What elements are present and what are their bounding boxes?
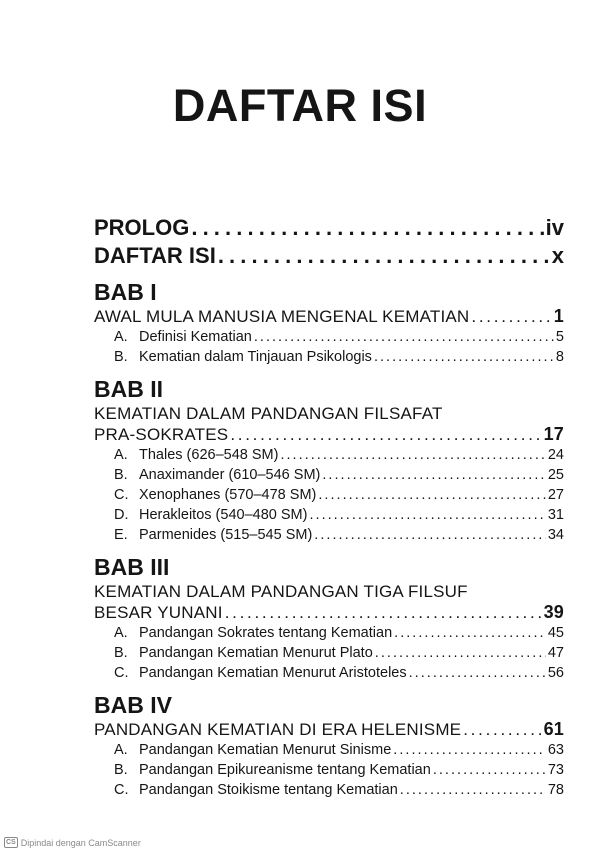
chapter-entry[interactable]: [94, 424, 564, 445]
sub-entry-label: Pandangan Sokrates tentang Kematian: [139, 625, 393, 641]
dot-leader: [393, 740, 546, 760]
dot-leader: [394, 623, 546, 643]
toc-page-number: 5: [555, 329, 564, 345]
scanner-watermark: [4, 837, 141, 848]
sub-entry-label: Pandangan Kematian Menurut Aristoteles: [139, 665, 407, 681]
sub-entry-label: Pandangan Kematian Menurut Plato: [139, 645, 373, 661]
sub-entry[interactable]: [94, 525, 564, 545]
sub-entry[interactable]: [94, 485, 564, 505]
dot-leader: [191, 214, 543, 242]
sub-entry[interactable]: [94, 780, 564, 800]
sub-entry[interactable]: [94, 623, 564, 643]
sub-entry-letter: A.: [114, 329, 128, 345]
sub-entry[interactable]: [94, 740, 564, 760]
chapter-title: PANDANGAN KEMATIAN DI ERA HELENISME: [94, 720, 462, 739]
sub-entry[interactable]: [94, 445, 564, 465]
chapter-title-line: KEMATIAN DALAM PANDANGAN FILSAFAT: [94, 404, 443, 423]
camscanner-icon: CS: [6, 839, 16, 846]
dot-leader: [409, 663, 546, 683]
toc-page-number: 25: [547, 467, 564, 483]
chapter-entry[interactable]: [94, 602, 564, 623]
dot-leader: [225, 602, 542, 623]
sub-entry[interactable]: [94, 643, 564, 663]
chapter-title: AWAL MULA MANUSIA MENGENAL KEMATIAN: [94, 307, 470, 326]
toc-page-number: 78: [547, 782, 564, 798]
sub-entry-label: Pandangan Stoikisme tentang Kematian: [139, 782, 398, 798]
sub-entry[interactable]: [94, 347, 564, 367]
chapter-entry[interactable]: [94, 306, 564, 327]
sub-entry-label: Pandangan Kematian Menurut Sinisme: [139, 742, 392, 758]
sub-entry-label: Pandangan Epikureanisme tentang Kematian: [139, 762, 431, 778]
toc-entry-daftar-isi[interactable]: [94, 242, 564, 270]
chapter-entry[interactable]: [94, 719, 564, 740]
toc-entry-label: DAFTAR ISI: [94, 243, 216, 268]
dot-leader: [471, 306, 551, 327]
toc-page-number: 73: [547, 762, 564, 778]
sub-entry-letter: D.: [114, 507, 129, 523]
dot-leader: [463, 719, 541, 740]
sub-entry-label: Thales (626–548 SM): [139, 447, 279, 463]
toc-page-number: 17: [543, 424, 564, 444]
sub-entry[interactable]: [94, 465, 564, 485]
toc-page-number: 31: [547, 507, 564, 523]
sub-entry-label: Definisi Kematian: [139, 329, 252, 345]
chapter-title: BESAR YUNANI: [94, 603, 223, 622]
dot-leader: [375, 643, 546, 663]
dot-leader: [318, 485, 546, 505]
sub-entry-letter: A.: [114, 742, 128, 758]
sub-entry[interactable]: [94, 663, 564, 683]
toc-page-number: 39: [543, 602, 564, 622]
toc-page-number: 47: [547, 645, 564, 661]
chapter-title: PRA-SOKRATES: [94, 425, 229, 444]
sub-entry-letter: C.: [114, 782, 129, 798]
sub-entry-letter: A.: [114, 625, 128, 641]
sub-entry-letter: B.: [114, 467, 128, 483]
dot-leader: [254, 327, 554, 347]
table-of-contents: [94, 214, 564, 800]
chapter-title-line: KEMATIAN DALAM PANDANGAN TIGA FILSUF: [94, 582, 468, 601]
scanner-watermark-text: Dipindai dengan CamScanner: [20, 837, 141, 848]
toc-entry-prolog[interactable]: [94, 214, 564, 242]
toc-page-number: 1: [553, 306, 564, 326]
dot-leader: [400, 780, 546, 800]
dot-leader: [230, 424, 541, 445]
dot-leader: [374, 347, 554, 367]
toc-entry-label: PROLOG: [94, 215, 190, 240]
sub-entry-letter: E.: [114, 527, 128, 543]
sub-entry-letter: C.: [114, 665, 129, 681]
toc-page-number: 24: [547, 447, 564, 463]
toc-page-number: iv: [545, 215, 564, 240]
dot-leader: [433, 760, 546, 780]
sub-entry-letter: C.: [114, 487, 129, 503]
dot-leader: [314, 525, 546, 545]
toc-page-number: 34: [547, 527, 564, 543]
toc-page-number: 45: [547, 625, 564, 641]
sub-entry[interactable]: [94, 760, 564, 780]
toc-page-number: 63: [547, 742, 564, 758]
sub-entry-label: Kematian dalam Tinjauan Psikologis: [139, 349, 372, 365]
sub-entry-label: Xenophanes (570–478 SM): [139, 487, 317, 503]
dot-leader: [218, 242, 550, 270]
toc-page-number: 61: [543, 719, 564, 739]
dot-leader: [280, 445, 545, 465]
sub-entry-label: Herakleitos (540–480 SM): [139, 507, 308, 523]
bab-heading: BAB III: [94, 554, 170, 580]
sub-entry-letter: B.: [114, 645, 128, 661]
sub-entry-label: Anaximander (610–546 SM): [139, 467, 321, 483]
bab-heading: BAB IV: [94, 692, 172, 718]
bab-heading: BAB II: [94, 376, 163, 402]
dot-leader: [322, 465, 546, 485]
toc-page-number: 27: [547, 487, 564, 503]
sub-entry-letter: B.: [114, 349, 128, 365]
sub-entry[interactable]: [94, 505, 564, 525]
sub-entry[interactable]: [94, 327, 564, 347]
page-title: DAFTAR ISI: [172, 80, 428, 131]
sub-entry-label: Parmenides (515–545 SM): [139, 527, 313, 543]
sub-entry-letter: A.: [114, 447, 128, 463]
bab-heading: BAB I: [94, 279, 157, 305]
toc-page-number: 8: [555, 349, 564, 365]
toc-page-number: 56: [547, 665, 564, 681]
sub-entry-letter: B.: [114, 762, 128, 778]
toc-page-number: x: [551, 243, 564, 268]
dot-leader: [309, 505, 545, 525]
